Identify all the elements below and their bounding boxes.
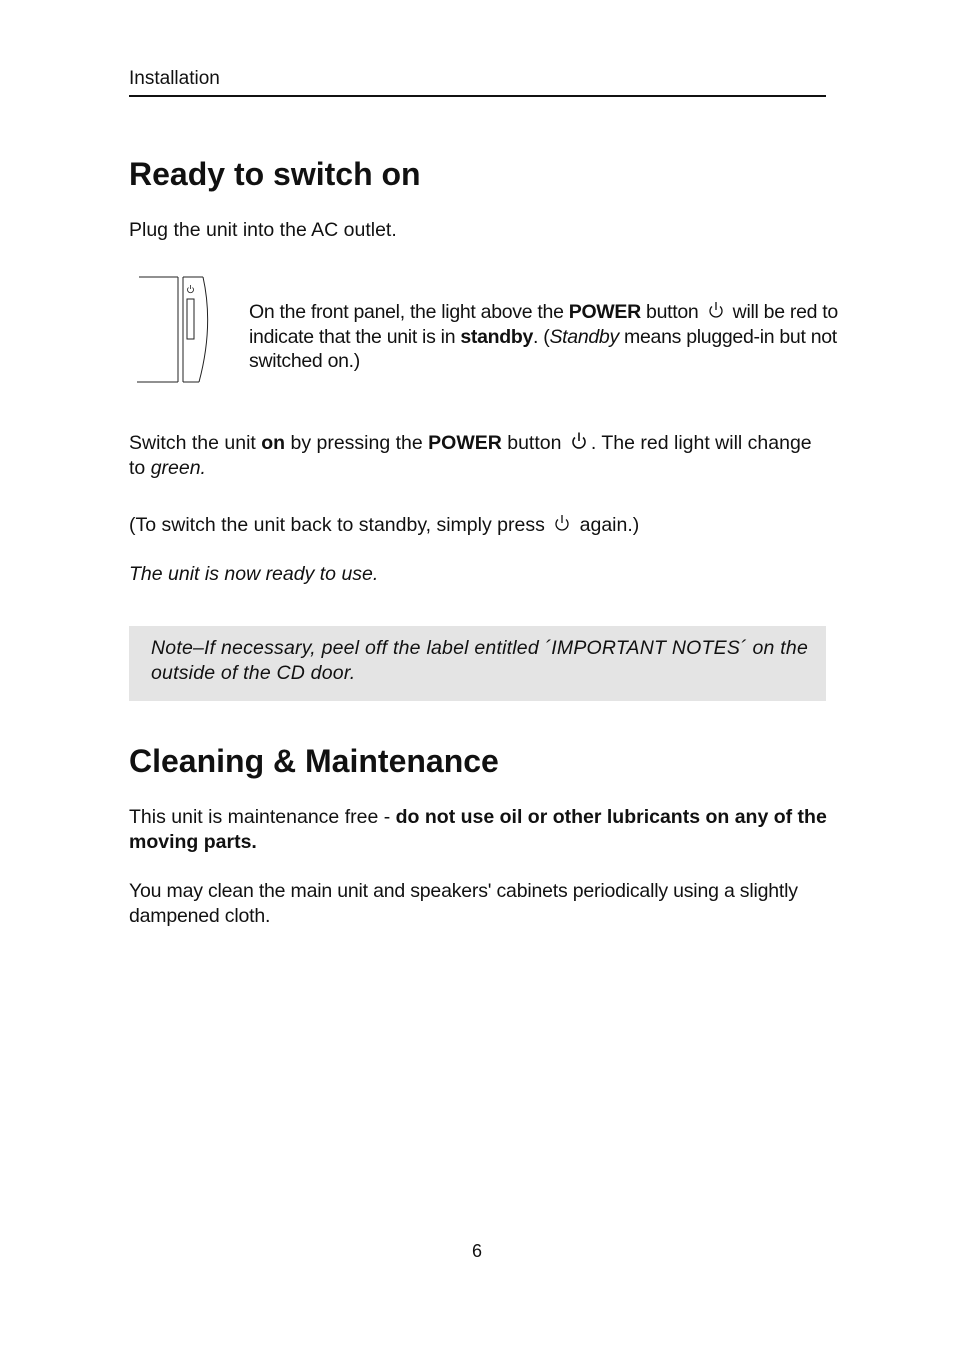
switch-text-3: by pressing the bbox=[285, 432, 429, 454]
power-icon bbox=[570, 431, 588, 451]
plug-instruction: Plug the unit into the AC outlet. bbox=[129, 219, 397, 241]
panel-text-standby: standby bbox=[460, 325, 534, 348]
panel-text-power: POWER bbox=[568, 301, 641, 323]
page-number: 6 bbox=[471, 1241, 482, 1261]
panel-text-6: . ( bbox=[533, 325, 550, 348]
power-icon bbox=[553, 513, 571, 533]
maintenance-text bbox=[129, 805, 829, 855]
section-title-cleaning: Cleaning & Maintenance bbox=[129, 743, 499, 779]
note-text: Note–If necessary, peel off the label entitled ´IMPORTANT NOTES´ on the outside of the CD door. bbox=[151, 637, 808, 684]
switch-text-5: button bbox=[501, 432, 567, 454]
back-text-1: (To switch the unit back to standby, simply press bbox=[129, 514, 551, 536]
switch-text-1: Switch the unit bbox=[129, 432, 262, 454]
running-header bbox=[129, 67, 826, 97]
switch-text-on: on bbox=[261, 432, 286, 454]
maint-text-warning: do not use oil or other lubricants on any of the moving parts. bbox=[129, 806, 827, 853]
standby-return-instruction bbox=[129, 513, 639, 538]
panel-text-standby-italic: Standby bbox=[549, 325, 619, 348]
switch-text-6: . The red light will change to bbox=[129, 432, 812, 479]
note-box bbox=[129, 626, 826, 701]
panel-text-1: On the front panel, the light above the bbox=[249, 301, 569, 323]
section-title-ready: Ready to switch on bbox=[129, 156, 421, 192]
cleaning-text: You may clean the main unit and speakers' cabinets periodically using a slightly dampened cloth. bbox=[129, 880, 798, 927]
switch-on-instruction bbox=[129, 431, 829, 481]
panel-description bbox=[249, 300, 849, 374]
ready-statement: The unit is now ready to use. bbox=[129, 563, 379, 585]
panel-text-4: will be red to indicate that the unit is in bbox=[249, 301, 838, 348]
panel-text-8: means plugged-in but not switched on.) bbox=[249, 325, 837, 372]
panel-text-3: button bbox=[640, 301, 704, 323]
back-text-2: again.) bbox=[574, 514, 640, 536]
front-panel-illustration bbox=[136, 276, 216, 386]
switch-text-green: green. bbox=[150, 457, 206, 479]
header-section-label: Installation bbox=[129, 68, 220, 89]
switch-text-power: POWER bbox=[428, 432, 502, 454]
maint-text-1: This unit is maintenance free - bbox=[129, 806, 396, 828]
power-icon bbox=[707, 300, 725, 320]
